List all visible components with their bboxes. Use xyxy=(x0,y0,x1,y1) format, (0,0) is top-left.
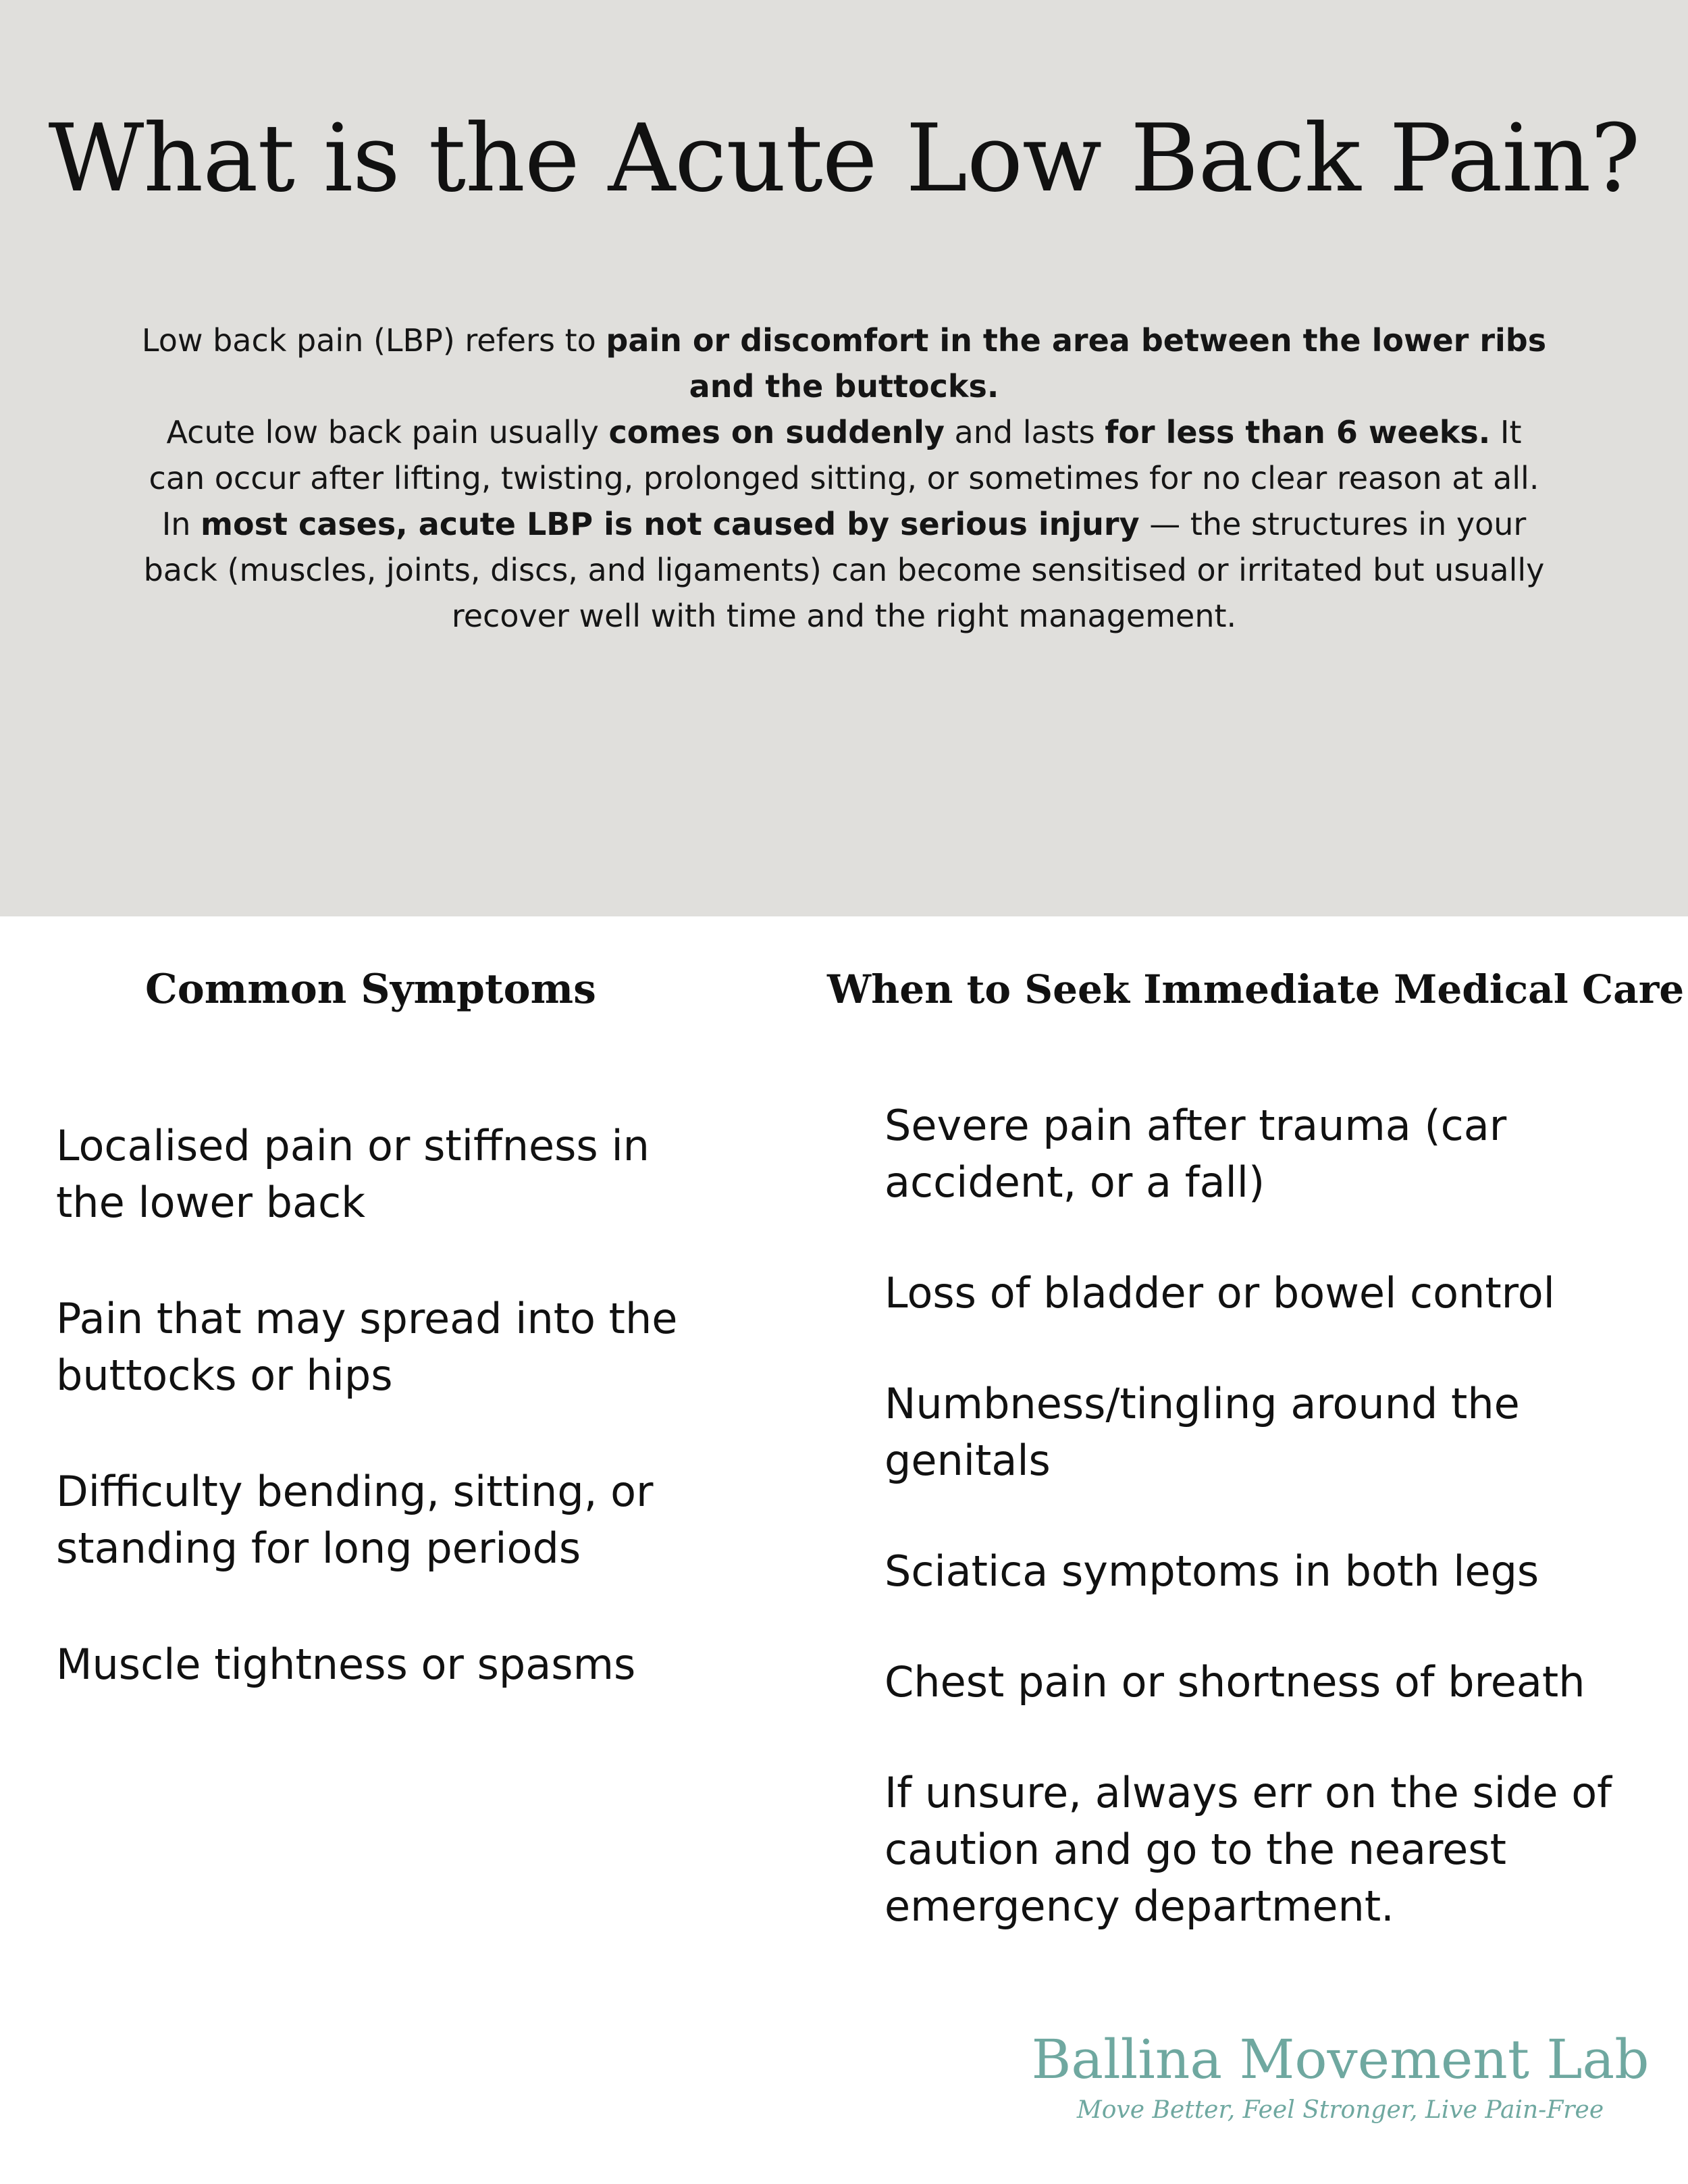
intro-paragraph-causes xyxy=(135,501,1553,639)
intro-text-span: It can occur after lifting, twisting, prolonged sitting, or sometimes for no clear reason at all. xyxy=(149,414,1539,496)
medical-care-item: Chest pain or shortness of breath xyxy=(885,1657,1585,1707)
intro-text-span: Low back pain (LBP) refers to xyxy=(141,322,606,359)
intro-bold-span: for less than 6 weeks. xyxy=(1105,414,1491,450)
symptom-item: Pain that may spread into the buttocks or hips xyxy=(56,1294,678,1400)
intro-paragraph-acute xyxy=(135,409,1553,501)
symptoms-heading: Common Symptoms xyxy=(145,966,596,1013)
brand-name: Ballina Movement Lab xyxy=(1031,2028,1650,2091)
intro-text xyxy=(135,317,1553,639)
intro-bold-span: comes on suddenly xyxy=(608,414,945,450)
medical-care-item: Numbness/tingling around the genitals xyxy=(885,1379,1520,1485)
symptoms-list xyxy=(56,1118,697,1752)
page-title: What is the Acute Low Back Pain? xyxy=(48,104,1640,213)
intro-text-span: — the structures in your back (muscles, joints, discs, and ligaments) can become sensitised or irritated but usually recover well with time and the right management. xyxy=(143,506,1545,634)
intro-text-span: In xyxy=(161,506,201,542)
intro-text-span: and lasts xyxy=(944,414,1105,450)
medical-care-item: If unsure, always err on the side of caution and go to the nearest emergency department. xyxy=(885,1768,1612,1931)
brand-footer xyxy=(999,2026,1681,2127)
medical-care-item: Sciatica symptoms in both legs xyxy=(885,1546,1539,1596)
intro-paragraph-definition xyxy=(135,317,1553,409)
medical-care-heading: When to Seek Immediate Medical Care xyxy=(827,966,1685,1012)
symptom-item: Localised pain or stiffness in the lower back xyxy=(56,1121,650,1227)
intro-text-span: Acute low back pain usually xyxy=(166,414,609,450)
medical-care-item: Loss of bladder or bowel control xyxy=(885,1268,1555,1318)
brand-tagline: Move Better, Feel Stronger, Live Pain-Free xyxy=(1076,2096,1604,2124)
symptom-item: Muscle tightness or spasms xyxy=(56,1640,636,1689)
medical-care-item: Severe pain after trauma (car accident, or a fall) xyxy=(885,1101,1507,1207)
medical-care-list xyxy=(885,1097,1627,1989)
intro-bold-span: pain or discomfort in the area between the lower ribs and the buttocks. xyxy=(606,322,1547,405)
intro-bold-span: most cases, acute LBP is not caused by serious injury xyxy=(201,506,1140,542)
symptom-item: Difficulty bending, sitting, or standing for long periods xyxy=(56,1467,654,1573)
